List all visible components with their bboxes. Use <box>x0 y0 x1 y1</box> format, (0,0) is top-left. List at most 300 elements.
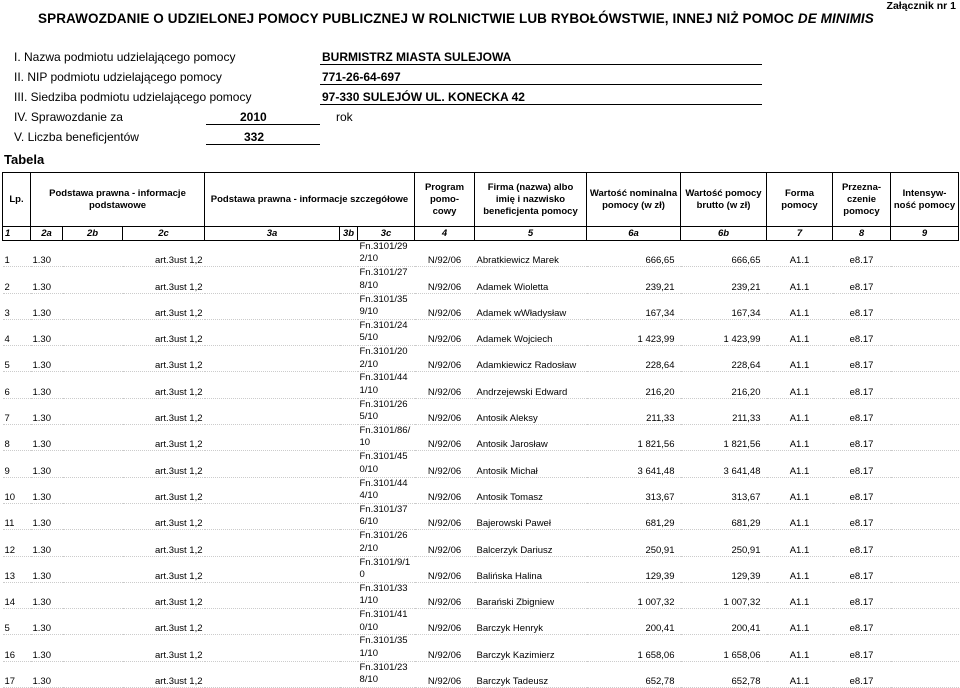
table-row <box>3 319 959 345</box>
row-basis-2c: art.3ust 1,2 <box>154 597 203 609</box>
annex-label: Załącznik nr 1 <box>886 0 956 12</box>
row-purpose: e8.17 <box>849 255 874 267</box>
table-row <box>3 267 959 293</box>
report-title-italic: DE MINIMIS <box>797 11 874 26</box>
row-detail-3a <box>205 609 340 635</box>
row-form: A1.1 <box>789 386 810 398</box>
row-program <box>358 635 415 661</box>
program-code: Fn.3101/41 <box>359 609 408 621</box>
row-regulation: N/92/06 <box>427 623 462 635</box>
row-beneficiary: Andrzejewski Edward <box>476 386 568 398</box>
row-lp: 13 <box>4 570 16 582</box>
header-basis: Podstawa prawna - informacje podstawowe <box>31 173 205 227</box>
col-number: 6a <box>587 227 681 241</box>
row-basis-2a: 1.30 <box>32 518 51 530</box>
row-nominal: 216,20 <box>645 386 675 398</box>
row-program <box>358 556 415 582</box>
row-detail-3b <box>340 293 358 319</box>
header-form: Forma pomocy <box>767 173 833 227</box>
row-form: A1.1 <box>789 597 810 609</box>
program-code-suffix: 2/10 <box>359 253 378 265</box>
row-form: A1.1 <box>789 649 810 661</box>
row-basis-2c: art.3ust 1,2 <box>154 255 203 267</box>
row-regulation: N/92/06 <box>427 360 462 372</box>
row-lp: 5 <box>4 623 10 635</box>
row-purpose: e8.17 <box>849 360 874 372</box>
row-gross: 1 821,56 <box>723 439 761 451</box>
row-program <box>358 503 415 529</box>
report-suffix: rok <box>336 110 353 124</box>
row-form: A1.1 <box>789 544 810 556</box>
row-detail-3b <box>340 635 358 661</box>
program-code: Fn.3101/20 <box>359 346 408 358</box>
count-label: V. Liczba beneficjentów <box>14 130 139 144</box>
row-regulation: N/92/06 <box>427 439 462 451</box>
row-nominal: 129,39 <box>645 570 675 582</box>
row-beneficiary: Barczyk Kazimierz <box>476 649 555 661</box>
col-number: 5 <box>475 227 587 241</box>
row-lp: 14 <box>4 597 16 609</box>
col-number: 1 <box>3 227 31 241</box>
row-lp: 9 <box>4 465 10 477</box>
row-basis-2c: art.3ust 1,2 <box>154 307 203 319</box>
row-lp: 7 <box>4 413 10 425</box>
row-basis-2a: 1.30 <box>32 597 51 609</box>
row-detail-3a <box>205 241 340 267</box>
row-lp: 17 <box>4 676 16 688</box>
row-basis-2c: art.3ust 1,2 <box>154 623 203 635</box>
row-basis-2b <box>63 556 123 582</box>
row-detail-3b <box>340 530 358 556</box>
header-firm: Firma (nazwa) albo imię i nazwisko beneficjenta pomocy <box>475 173 587 227</box>
program-code-suffix: 0 <box>359 568 365 580</box>
row-detail-3b <box>340 319 358 345</box>
seat-underline <box>320 104 762 105</box>
row-program <box>358 661 415 687</box>
row-nominal: 239,21 <box>645 281 675 293</box>
table-row <box>3 503 959 529</box>
info-row-nip <box>0 68 960 86</box>
report-underline <box>206 124 320 125</box>
program-code: Fn.3101/44 <box>359 477 408 489</box>
row-intensity <box>891 661 959 687</box>
row-form: A1.1 <box>789 413 810 425</box>
row-intensity <box>891 609 959 635</box>
row-basis-2c: art.3ust 1,2 <box>154 518 203 530</box>
row-detail-3a <box>205 267 340 293</box>
row-basis-2a: 1.30 <box>32 649 51 661</box>
row-purpose: e8.17 <box>849 386 874 398</box>
col-number: 8 <box>833 227 891 241</box>
row-detail-3a <box>205 477 340 503</box>
row-beneficiary: Antosik Michał <box>476 465 538 477</box>
row-basis-2a: 1.30 <box>32 465 51 477</box>
row-form: A1.1 <box>789 570 810 582</box>
row-intensity <box>891 425 959 451</box>
row-basis-2b <box>63 372 123 398</box>
count-value: 332 <box>244 130 265 144</box>
row-basis-2a: 1.30 <box>32 334 51 346</box>
row-form: A1.1 <box>789 676 810 688</box>
nip-underline <box>320 84 762 85</box>
row-gross: 1 658,06 <box>723 649 761 661</box>
row-basis-2a: 1.30 <box>32 439 51 451</box>
nip-value: 771-26-64-697 <box>322 70 401 84</box>
row-purpose: e8.17 <box>849 334 874 346</box>
row-regulation: N/92/06 <box>427 544 462 556</box>
row-intensity <box>891 635 959 661</box>
count-underline <box>206 144 320 145</box>
program-code-suffix: 1/10 <box>359 647 378 659</box>
row-beneficiary: Balcerzyk Dariusz <box>476 544 553 556</box>
row-basis-2a: 1.30 <box>32 281 51 293</box>
row-detail-3b <box>340 241 358 267</box>
program-code-suffix: 0/10 <box>359 621 378 633</box>
row-nominal: 167,34 <box>645 307 675 319</box>
row-purpose: e8.17 <box>849 439 874 451</box>
row-basis-2b <box>63 267 123 293</box>
program-code: Fn.3101/37 <box>359 503 408 515</box>
row-form: A1.1 <box>789 623 810 635</box>
info-row-name <box>0 48 960 66</box>
row-lp: 12 <box>4 544 16 556</box>
seat-value: 97-330 SULEJÓW UL. KONECKA 42 <box>322 90 525 104</box>
row-nominal: 1 423,99 <box>637 334 675 346</box>
row-purpose: e8.17 <box>849 413 874 425</box>
row-nominal: 200,41 <box>645 623 675 635</box>
row-detail-3b <box>340 556 358 582</box>
row-program <box>358 319 415 345</box>
row-nominal: 211,33 <box>646 413 675 425</box>
row-basis-2b <box>63 398 123 424</box>
row-gross: 1 007,32 <box>723 597 761 609</box>
row-purpose: e8.17 <box>849 597 874 609</box>
row-intensity <box>891 372 959 398</box>
row-basis-2c: art.3ust 1,2 <box>154 465 203 477</box>
col-number: 7 <box>767 227 833 241</box>
header-lp: Lp. <box>3 173 31 227</box>
report-label: IV. Sprawozdanie za <box>14 110 123 124</box>
row-lp: 6 <box>4 386 10 398</box>
program-code: Fn.3101/86/ <box>359 425 411 437</box>
row-basis-2c: art.3ust 1,2 <box>154 413 203 425</box>
row-basis-2c: art.3ust 1,2 <box>154 570 203 582</box>
name-label: I. Nazwa podmiotu udzielającego pomocy <box>14 50 236 64</box>
row-lp: 10 <box>4 491 16 503</box>
program-code-suffix: 6/10 <box>359 516 378 528</box>
program-code: Fn.3101/35 <box>359 635 408 647</box>
row-lp: 4 <box>4 334 10 346</box>
program-code: Fn.3101/23 <box>359 661 408 673</box>
row-regulation: N/92/06 <box>427 649 462 661</box>
row-detail-3b <box>340 267 358 293</box>
program-code: Fn.3101/45 <box>359 451 408 463</box>
table-row <box>3 582 959 608</box>
col-number: 3c <box>358 227 415 241</box>
row-gross: 250,91 <box>731 544 761 556</box>
row-beneficiary: Barczyk Henryk <box>476 623 544 635</box>
row-detail-3a <box>205 425 340 451</box>
row-detail-3b <box>340 346 358 372</box>
row-basis-2b <box>63 503 123 529</box>
row-form: A1.1 <box>789 334 810 346</box>
row-basis-2c: art.3ust 1,2 <box>154 649 203 661</box>
row-form: A1.1 <box>789 255 810 267</box>
row-basis-2a: 1.30 <box>32 491 51 503</box>
row-purpose: e8.17 <box>849 465 874 477</box>
header-intensity: Intensyw- ność pomocy <box>891 173 959 227</box>
row-basis-2a: 1.30 <box>32 307 51 319</box>
program-code-suffix: 1/10 <box>359 384 378 396</box>
info-row-count <box>0 128 960 146</box>
row-purpose: e8.17 <box>849 518 874 530</box>
row-regulation: N/92/06 <box>427 413 462 425</box>
row-detail-3a <box>205 530 340 556</box>
col-number: 3a <box>205 227 340 241</box>
row-detail-3a <box>205 398 340 424</box>
row-program <box>358 398 415 424</box>
table-row <box>3 425 959 451</box>
row-intensity <box>891 530 959 556</box>
col-number: 4 <box>415 227 475 241</box>
table-row <box>3 556 959 582</box>
row-purpose: e8.17 <box>849 676 874 688</box>
row-intensity <box>891 503 959 529</box>
row-detail-3a <box>205 582 340 608</box>
row-program <box>358 609 415 635</box>
program-code: Fn.3101/44 <box>359 372 408 384</box>
row-beneficiary: Antosik Tomasz <box>476 491 543 503</box>
row-basis-2c: art.3ust 1,2 <box>154 360 203 372</box>
table-row <box>3 398 959 424</box>
row-detail-3b <box>340 372 358 398</box>
row-regulation: N/92/06 <box>427 255 462 267</box>
row-intensity <box>891 267 959 293</box>
row-gross: 129,39 <box>731 570 761 582</box>
column-number-row <box>3 227 959 241</box>
row-regulation: N/92/06 <box>427 491 462 503</box>
row-basis-2a: 1.30 <box>32 544 51 556</box>
row-program <box>358 346 415 372</box>
row-regulation: N/92/06 <box>427 518 462 530</box>
row-gross: 216,20 <box>731 386 761 398</box>
row-program <box>358 267 415 293</box>
row-lp: 16 <box>4 649 16 661</box>
header-gross: Wartość pomocy brutto (w zł) <box>681 173 767 227</box>
row-basis-2a: 1.30 <box>32 570 51 582</box>
row-basis-2b <box>63 425 123 451</box>
report-title <box>38 11 874 26</box>
row-detail-3b <box>340 582 358 608</box>
row-beneficiary: Barczyk Tadeusz <box>476 676 549 688</box>
program-code-suffix: 0/10 <box>359 463 378 475</box>
row-lp: 3 <box>4 307 10 319</box>
table-row <box>3 609 959 635</box>
row-detail-3b <box>340 425 358 451</box>
row-lp: 8 <box>4 439 10 451</box>
report-title-main: SPRAWOZDANIE O UDZIELONEJ POMOCY PUBLICZNEJ W ROLNICTWIE LUB RYBOŁÓWSTWIE, INNEJ NIŻ POMOC <box>38 11 795 26</box>
row-intensity <box>891 477 959 503</box>
program-code-suffix: 5/10 <box>359 411 378 423</box>
row-beneficiary: Adamek Wojciech <box>476 334 553 346</box>
col-number: 6b <box>681 227 767 241</box>
row-detail-3b <box>340 398 358 424</box>
row-basis-2b <box>63 582 123 608</box>
row-beneficiary: Antosik Aleksy <box>476 413 538 425</box>
row-program <box>358 477 415 503</box>
table-body <box>3 241 959 688</box>
program-code: Fn.3101/26 <box>359 530 408 542</box>
col-number: 2b <box>63 227 123 241</box>
row-purpose: e8.17 <box>849 281 874 293</box>
row-gross: 1 423,99 <box>723 334 761 346</box>
row-basis-2a: 1.30 <box>32 413 51 425</box>
row-basis-2b <box>63 451 123 477</box>
row-lp: 5 <box>4 360 10 372</box>
row-beneficiary: Antosik Jarosław <box>476 439 548 451</box>
row-program <box>358 425 415 451</box>
row-detail-3a <box>205 635 340 661</box>
row-intensity <box>891 346 959 372</box>
row-regulation: N/92/06 <box>427 334 462 346</box>
table-row <box>3 661 959 687</box>
name-underline <box>320 64 762 65</box>
row-gross: 652,78 <box>731 676 761 688</box>
row-detail-3a <box>205 503 340 529</box>
row-intensity <box>891 582 959 608</box>
row-detail-3a <box>205 346 340 372</box>
row-beneficiary: Bajerowski Paweł <box>476 518 551 530</box>
row-basis-2c: art.3ust 1,2 <box>154 676 203 688</box>
program-code: Fn.3101/9/1 <box>359 556 411 568</box>
row-gross: 211,33 <box>732 413 761 425</box>
row-basis-2c: art.3ust 1,2 <box>154 386 203 398</box>
row-regulation: N/92/06 <box>427 386 462 398</box>
row-program <box>358 451 415 477</box>
row-basis-2b <box>63 293 123 319</box>
row-nominal: 1 658,06 <box>637 649 675 661</box>
row-basis-2c: art.3ust 1,2 <box>154 491 203 503</box>
row-beneficiary: Adamek Wioletta <box>476 281 549 293</box>
row-lp: 11 <box>4 518 15 530</box>
row-program <box>358 582 415 608</box>
row-intensity <box>891 451 959 477</box>
table-row <box>3 477 959 503</box>
row-basis-2b <box>63 346 123 372</box>
aid-table <box>2 172 959 688</box>
row-gross: 681,29 <box>731 518 761 530</box>
col-number: 9 <box>891 227 959 241</box>
row-basis-2a: 1.30 <box>32 676 51 688</box>
row-detail-3b <box>340 661 358 687</box>
row-nominal: 652,78 <box>645 676 675 688</box>
report-value: 2010 <box>240 110 267 124</box>
row-nominal: 666,65 <box>645 255 675 267</box>
row-regulation: N/92/06 <box>427 570 462 582</box>
program-code-suffix: 1/10 <box>359 595 378 607</box>
row-detail-3b <box>340 451 358 477</box>
row-basis-2b <box>63 530 123 556</box>
header-program: Program pomo- cowy <box>415 173 475 227</box>
row-gross: 3 641,48 <box>723 465 761 477</box>
row-regulation: N/92/06 <box>427 597 462 609</box>
row-basis-2a: 1.30 <box>32 623 51 635</box>
row-program <box>358 530 415 556</box>
row-intensity <box>891 398 959 424</box>
nip-label: II. NIP podmiotu udzielającego pomocy <box>14 70 222 84</box>
row-form: A1.1 <box>789 491 810 503</box>
program-code-suffix: 4/10 <box>359 490 378 502</box>
program-code-suffix: 2/10 <box>359 542 378 554</box>
row-basis-2c: art.3ust 1,2 <box>154 439 203 451</box>
row-regulation: N/92/06 <box>427 676 462 688</box>
row-detail-3b <box>340 503 358 529</box>
row-form: A1.1 <box>789 281 810 293</box>
row-basis-2a: 1.30 <box>32 360 51 372</box>
row-nominal: 3 641,48 <box>637 465 675 477</box>
row-basis-2c: art.3ust 1,2 <box>154 281 203 293</box>
row-detail-3a <box>205 556 340 582</box>
program-code: Fn.3101/33 <box>359 582 408 594</box>
row-intensity <box>891 241 959 267</box>
row-purpose: e8.17 <box>849 307 874 319</box>
program-code-suffix: 8/10 <box>359 674 378 686</box>
info-row-seat <box>0 88 960 106</box>
row-basis-2b <box>63 477 123 503</box>
row-basis-2b <box>63 319 123 345</box>
program-code-suffix: 5/10 <box>359 332 378 344</box>
row-purpose: e8.17 <box>849 491 874 503</box>
col-number: 2a <box>31 227 63 241</box>
row-purpose: e8.17 <box>849 570 874 582</box>
row-form: A1.1 <box>789 307 810 319</box>
row-beneficiary: Balińska Halina <box>476 570 542 582</box>
row-lp: 1 <box>4 255 10 267</box>
col-number: 3b <box>340 227 358 241</box>
program-code: Fn.3101/29 <box>359 241 408 252</box>
info-row-report <box>0 108 960 126</box>
row-nominal: 1 007,32 <box>637 597 675 609</box>
row-beneficiary: Barański Zbigniew <box>476 597 555 609</box>
row-form: A1.1 <box>789 439 810 451</box>
row-detail-3a <box>205 319 340 345</box>
row-lp: 2 <box>4 281 10 293</box>
table-row <box>3 346 959 372</box>
row-gross: 666,65 <box>731 255 761 267</box>
row-detail-3a <box>205 451 340 477</box>
header-purpose: Przezna- czenie pomocy <box>833 173 891 227</box>
row-nominal: 1 821,56 <box>637 439 675 451</box>
row-gross: 200,41 <box>731 623 761 635</box>
row-nominal: 681,29 <box>645 518 675 530</box>
row-nominal: 313,67 <box>645 491 675 503</box>
row-basis-2b <box>63 609 123 635</box>
row-regulation: N/92/06 <box>427 465 462 477</box>
program-code-suffix: 10 <box>359 437 371 449</box>
table-row <box>3 293 959 319</box>
row-detail-3a <box>205 661 340 687</box>
row-basis-2b <box>63 241 123 267</box>
row-detail-3b <box>340 477 358 503</box>
row-purpose: e8.17 <box>849 623 874 635</box>
row-gross: 167,34 <box>731 307 761 319</box>
table-row <box>3 635 959 661</box>
header-basis-detail: Podstawa prawna - informacje szczegółowe <box>205 173 415 227</box>
row-beneficiary: Adamkiewicz Radosław <box>476 360 577 372</box>
row-basis-2a: 1.30 <box>32 255 51 267</box>
row-intensity <box>891 293 959 319</box>
row-regulation: N/92/06 <box>427 281 462 293</box>
